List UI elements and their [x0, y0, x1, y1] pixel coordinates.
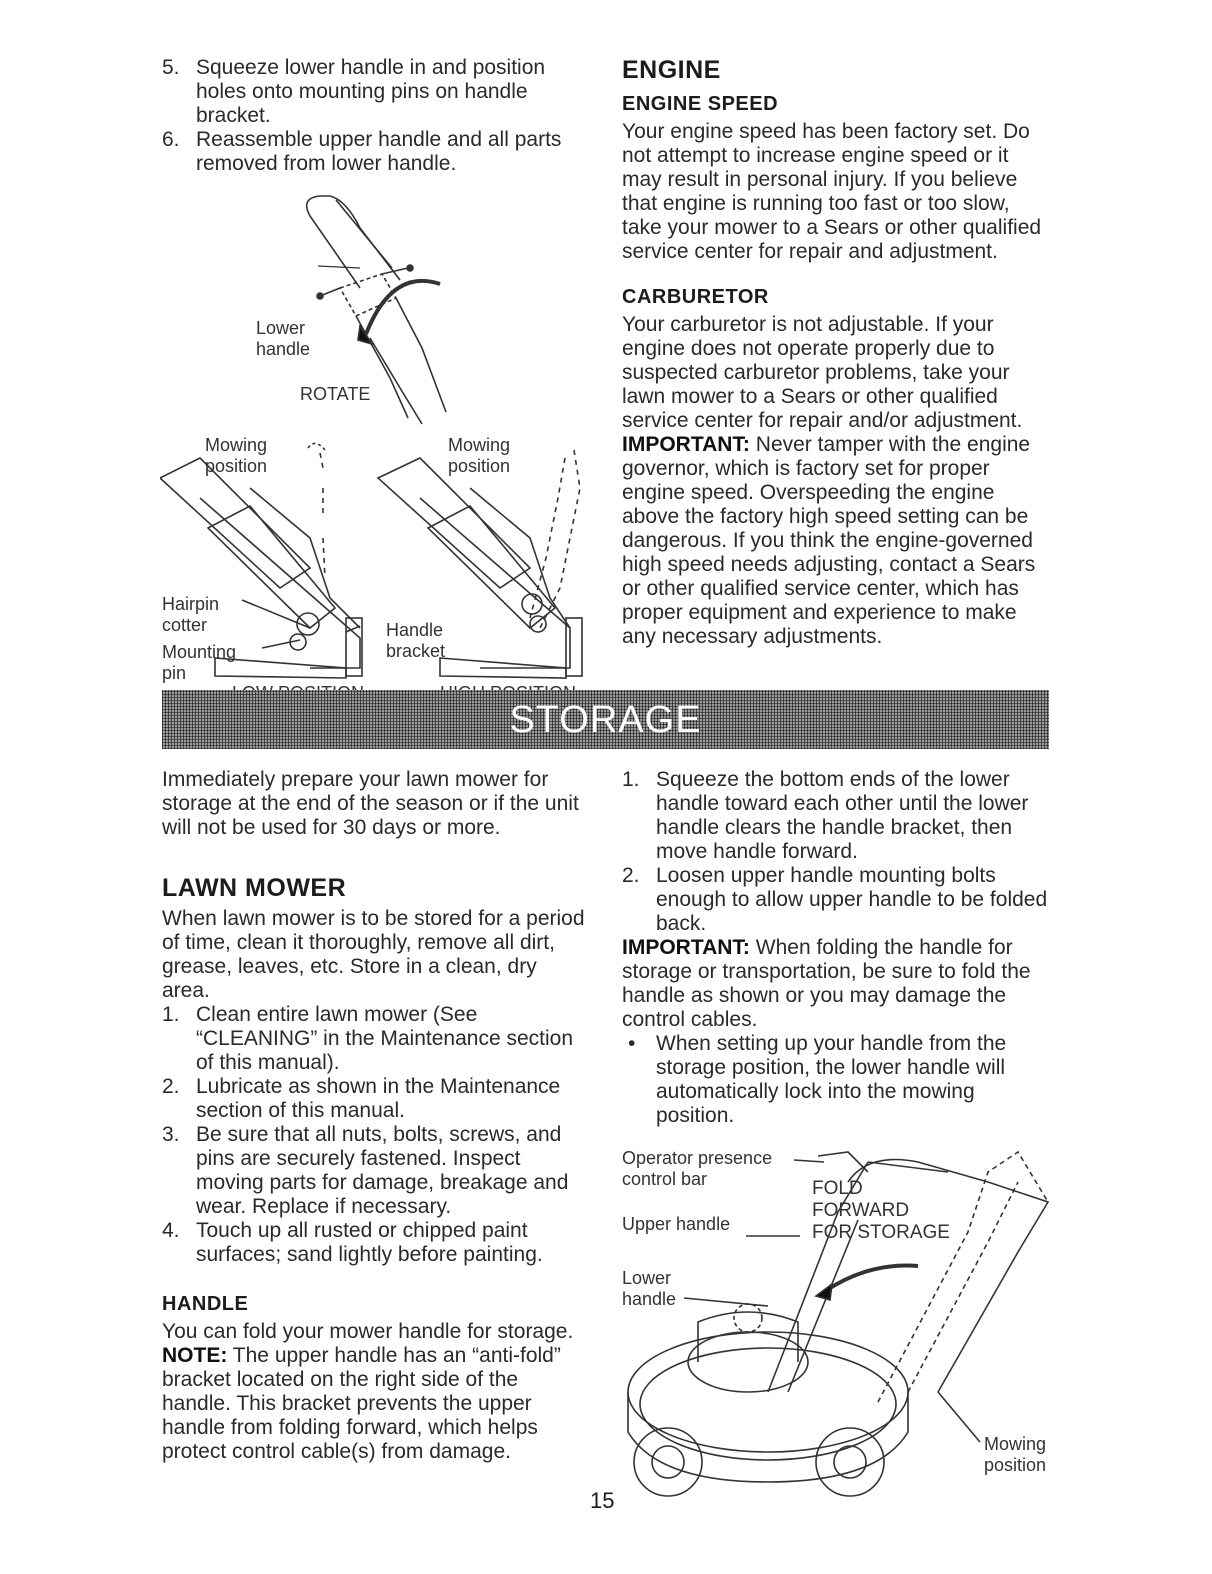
- label-mounting-pin: Mounting pin: [162, 642, 237, 683]
- carburetor-text: Your carburetor is not adjustable. If your engine does not operate properly due to suspected carburetor problems, take your lawn mower to a Sears or other qualified service center for repair and/or adjustment.: [622, 313, 1023, 432]
- handle-heading: HANDLE: [162, 1293, 249, 1315]
- label-upper-handle: Upper handle: [622, 1214, 731, 1234]
- list-item: 3. Be sure that all nuts, bolts, screws, and pins are securely fastened. Inspect moving parts for damage, breakage and wear. Replace if necessary.: [162, 1123, 569, 1218]
- storage-right-column: [622, 768, 1052, 1128]
- handle-note: NOTE: The upper handle has an “anti-fold” bracket located on the right side of the handle. This bracket prevents the upper handle from folding forward, which helps protect control cable(s) from damage.: [162, 1344, 561, 1463]
- carburetor-heading: CARBURETOR: [622, 286, 769, 308]
- list-item: 1. Clean entire lawn mower (See “CLEANING” in the Maintenance section of this manual).: [162, 1003, 574, 1074]
- list-item: • When setting up your handle from the storage position, the lower handle will automatically lock into the mowing position.: [628, 1032, 1007, 1127]
- list-item: 2. Loosen upper handle mounting bolts enough to allow upper handle to be folded back.: [622, 864, 1048, 935]
- lawn-mower-steps: [162, 1003, 590, 1267]
- lawn-mower-text: When lawn mower is to be stored for a period of time, clean it thoroughly, remove all dirt, grease, leaves, etc. Store in a clean, dry area.: [162, 907, 585, 1002]
- storage-important: IMPORTANT: When folding the handle for storage or transportation, be sure to fold the handle as shown or you may damage the control cables.: [622, 936, 1031, 1031]
- list-item: 2. Lubricate as shown in the Maintenance section of this manual.: [162, 1075, 561, 1122]
- handle-steps: [162, 56, 582, 176]
- engine-important: IMPORTANT: Never tamper with the engine governor, which is factory set for proper engine speed. Overspeeding the engine above the factory high speed setting can be dangerous. If you think the engine-governed high speed needs adjusting, contact a Sears or other qualified service center, which has proper equipment and experience to make any necessary adjustments.: [622, 433, 1036, 648]
- label-rotate: ROTATE: [300, 384, 371, 404]
- list-item: 1. Squeeze the bottom ends of the lower handle toward each other until the lower handle clears the handle bracket, then move handle forward.: [622, 768, 1029, 863]
- list-item: 4. Touch up all rusted or chipped paint surfaces; sand lightly before painting.: [162, 1219, 543, 1266]
- list-item: 5. Squeeze lower handle in and position holes onto mounting pins on handle bracket.: [162, 56, 546, 127]
- page-number: 15: [590, 1488, 615, 1513]
- handle-text: You can fold your mower handle for storage.: [162, 1320, 574, 1343]
- lawn-mower-heading: LAWN MOWER: [162, 874, 347, 902]
- list-item: 6. Reassemble upper handle and all parts removed from lower handle.: [162, 128, 562, 175]
- engine-speed-heading: ENGINE SPEED: [622, 93, 779, 115]
- engine-section: [622, 56, 1052, 649]
- label-mowing-position-2: Mowing position: [984, 1434, 1047, 1475]
- storage-left-column: [162, 768, 590, 1464]
- label-lower-handle-2: Lower handle: [622, 1268, 677, 1309]
- label-fold-forward: FOLD FORWARD FOR STORAGE: [812, 1178, 950, 1243]
- engine-speed-text: Your engine speed has been factory set. Do not attempt to increase engine speed or it may result in personal injury. If you believe that engine is running too fast or too slow, take your mower to a Sears or other qualified service center for repair and adjustment.: [622, 120, 1042, 263]
- storage-intro: Immediately prepare your lawn mower for storage at the end of the season or if the unit will not be used for 30 days or more.: [162, 768, 579, 839]
- label-hairpin-cotter: Hairpin cotter: [162, 594, 220, 635]
- storage-banner: [162, 690, 1049, 749]
- label-lower-handle: Lower handle: [256, 318, 311, 359]
- label-operator-presence: Operator presence control bar: [622, 1148, 773, 1189]
- fold-steps: [622, 768, 1052, 936]
- label-mowing-position-left: Mowing position: [205, 435, 268, 476]
- bullet-icon: •: [628, 1032, 636, 1055]
- storage-banner-title: STORAGE: [509, 699, 702, 741]
- label-handle-bracket: Handle bracket: [386, 620, 446, 661]
- label-mowing-position-right: Mowing position: [448, 435, 511, 476]
- engine-heading: ENGINE: [622, 56, 721, 84]
